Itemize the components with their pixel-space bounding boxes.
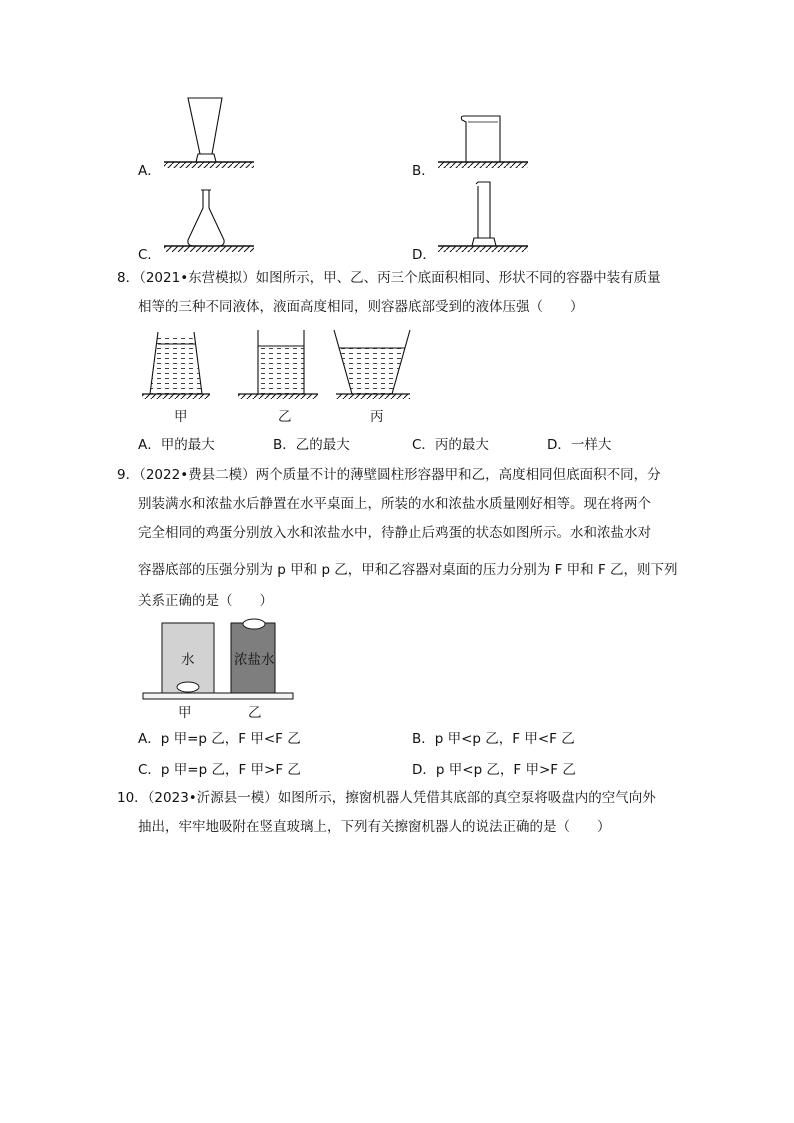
q9-eggs-figure bbox=[140, 616, 300, 700]
q8-option-a: A．甲的最大 bbox=[138, 437, 215, 453]
q9-stem-line2: 别装满水和浓盐水后静置在水平桌面上，所装的水和浓盐水质量刚好相等。现在将两个 bbox=[138, 496, 651, 512]
q8-containers-figure bbox=[140, 326, 420, 402]
q7-option-c-label: C． bbox=[138, 247, 161, 263]
q9-label-yi: 乙 bbox=[248, 705, 262, 721]
q8-option-d: D．一样大 bbox=[547, 437, 612, 453]
q9-stem-line3: 完全相同的鸡蛋分别放入水和浓盐水中，待静止后鸡蛋的状态如图所示。水和浓盐水对 bbox=[138, 525, 651, 541]
q7-option-a-label: A． bbox=[138, 163, 161, 179]
q7-option-b-figure bbox=[434, 112, 534, 172]
q9-stem-line1: 9．（2022•费县二模）两个质量不计的薄壁圆柱形容器甲和乙，高度相同但底面积不同，分 bbox=[117, 467, 661, 483]
q9-brine-label: 浓盐水 bbox=[234, 652, 275, 668]
q10-stem-line1: 10．（2023•沂源县一模）如图所示，擦窗机器人凭借其底部的真空泵将吸盘内的空气向外 bbox=[117, 790, 656, 806]
q9-water-label: 水 bbox=[181, 652, 195, 668]
q8-label-yi: 乙 bbox=[278, 409, 292, 425]
q10-stem-line2: 抽出，牢牢地吸附在竖直玻璃上，下列有关擦窗机器人的说法正确的是（ ） bbox=[138, 819, 611, 835]
q8-label-jia: 甲 bbox=[174, 409, 188, 425]
q9-option-c: C．p 甲=p 乙，F 甲>F 乙 bbox=[138, 762, 301, 778]
q8-stem-line1: 8．（2021•东营模拟）如图所示，甲、乙、丙三个底面积相同、形状不同的容器中装有质量 bbox=[117, 270, 661, 286]
q9-option-b: B．p 甲<p 乙，F 甲<F 乙 bbox=[412, 731, 575, 747]
q8-stem-line2: 相等的三种不同液体，液面高度相同，则容器底部受到的液体压强（ ） bbox=[138, 299, 584, 315]
q7-option-a-figure bbox=[160, 92, 260, 172]
q8-label-bing: 丙 bbox=[370, 409, 384, 425]
q9-stem-line4: 容器底部的压强分别为 p 甲和 p 乙，甲和乙容器对桌面的压力分别为 F 甲和 F 乙，则下列 bbox=[138, 562, 678, 578]
q9-stem-line5: 关系正确的是（ ） bbox=[138, 593, 273, 609]
q7-option-b-label: B． bbox=[412, 163, 435, 179]
q7-option-d-figure bbox=[434, 178, 534, 256]
q7-option-d-label: D． bbox=[412, 247, 436, 263]
q9-label-jia: 甲 bbox=[178, 705, 192, 721]
q9-option-a: A．p 甲=p 乙，F 甲<F 乙 bbox=[138, 731, 301, 747]
q8-option-b: B．乙的最大 bbox=[273, 437, 350, 453]
q9-option-d: D．p 甲<p 乙，F 甲>F 乙 bbox=[412, 762, 576, 778]
q7-option-c-figure bbox=[160, 186, 260, 256]
q8-option-c: C．丙的最大 bbox=[412, 437, 489, 453]
